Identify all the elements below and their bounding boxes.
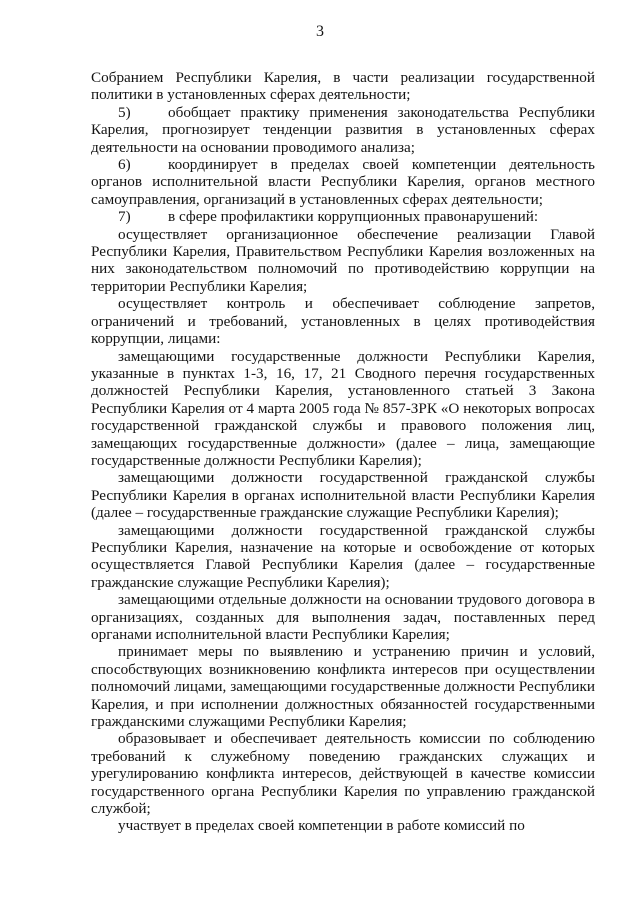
- paragraph-continuation: Собранием Республики Карелия, в части реализации государственной политики в установленных сферах деятельности;: [91, 69, 595, 104]
- item-text: координирует в пределах своей компетенции деятельность органов исполнительной власти Республики Карелия, органов местного самоуправления, организаций в установленных сферах деятельности;: [91, 156, 595, 208]
- paragraph: замещающими государственные должности Республики Карелия, указанные в пунктах 1-3, 16, 17, 21 Сводного перечня государственных должностей Республики Карелия, установленного статьей 3 Закона Республики Карелия от 4 марта 2005 года № 857-ЗРК «О некоторых вопросах государственной гражданской службы и правового положения лиц, замещающих государственные должности» (далее – лица, замещающие государственные должности Республики Карелия);: [91, 347, 595, 469]
- paragraph: замещающими должности государственной гражданской службы Республики Карелия в органах исполнительной власти Республики Карелия (далее – государственные гражданские служащие Республики Карелия);: [91, 469, 595, 522]
- paragraph: принимает меры по выявлению и устранению причин и условий, способствующих возникновению конфликта интересов при осуществлении полномочий лицами, замещающими государственные должности Республики Карелия, и при исполнении должностных обязанностей государственными гражданскими служащими Республики Карелия;: [91, 643, 595, 731]
- paragraph: осуществляет организационное обеспечение реализации Главой Республики Карелия, Правительством Республики Карелия возложенных на них законодательством полномочий по противодействию коррупции на территории Республики Карелия;: [91, 225, 595, 295]
- paragraph-item-6: [91, 156, 595, 208]
- document-body: [91, 69, 595, 835]
- paragraph: замещающими отдельные должности на основании трудового договора в организациях, созданных для выполнения задач, поставленных перед органами исполнительной власти Республики Карелия;: [91, 591, 595, 643]
- paragraph: образовывает и обеспечивает деятельность комиссии по соблюдению требований к служебному поведению гражданских служащих и урегулированию конфликта интересов, действующей в качестве комиссии государственного органа Республики Карелия по управлению гражданской службой;: [91, 730, 595, 818]
- item-number: 5): [118, 103, 131, 121]
- paragraph-item-7: [91, 208, 595, 225]
- item-text: обобщает практику применения законодательства Республики Карелия, прогнозирует тенденции развития в установленных сферах деятельности на основании проводимого анализа;: [91, 103, 595, 156]
- page-number: 3: [316, 23, 324, 40]
- paragraph-item-5: [91, 104, 595, 156]
- paragraph: замещающими должности государственной гражданской службы Республики Карелия, назначение на которые и освобождение от которых осуществляется Главой Республики Карелия (далее – государственные гражданские служащие Республики Карелия);: [91, 521, 595, 591]
- item-number: 7): [118, 208, 131, 226]
- item-text: в сфере профилактики коррупционных правонарушений:: [168, 208, 539, 226]
- paragraph: участвует в пределах своей компетенции в работе комиссий по: [118, 817, 525, 835]
- item-number: 6): [118, 156, 131, 174]
- paragraph: осуществляет контроль и обеспечивает соблюдение запретов, ограничений и требований, установленных в целях противодействия коррупции, лицами:: [91, 295, 595, 348]
